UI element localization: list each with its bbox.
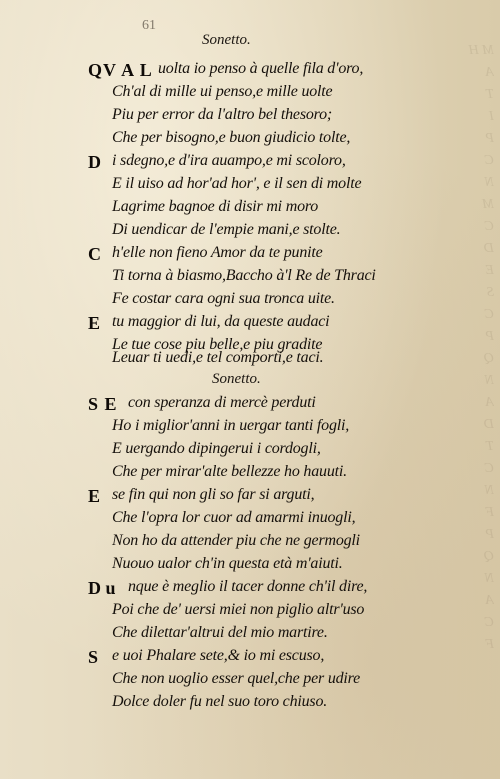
sonnet-2-line-4: Che per mirar'alte bellezze ho hauuti. (112, 463, 347, 480)
sonnet-1-line-4: Che per bisogno,e buon giudicio tolte, (112, 129, 351, 146)
sonnet-1-line-11: Fe costar cara ogni sua tronca uite. (112, 290, 335, 307)
sonnet-1-line-6: E il uiso ad hor'ad hor', e il sen di molte (112, 175, 362, 192)
sonnet-2-heading: Sonetto. (212, 371, 261, 387)
sonnet-1-line-13: Le tue cose piu belle,e piu gradite (112, 336, 323, 353)
sonnet-1-line-9: h'elle non fieno Amor da te punite (112, 244, 323, 261)
sonnet-2-line-13: Che non uoglio esser quel,che per udire (112, 670, 361, 687)
sonnet-2-line-5: se fin qui non gli so far si arguti, (112, 486, 315, 503)
sonnet-1-line-1: uolta io penso à quelle fila d'oro, (158, 60, 364, 77)
sonnet-1-heading: Sonetto. (202, 32, 251, 48)
sonnet-1-initial-2: D (88, 152, 101, 172)
sonnet-2-line-1: con speranza di mercè perduti (128, 394, 316, 411)
sonnet-1-initial-3: C (88, 244, 101, 264)
sonnet-2-line-12: e uoi Phalare sete,& io mi escuso, (112, 647, 325, 664)
sonnet-2-line-11: Che dilettar'altrui del mio martire. (112, 624, 328, 641)
sonnet-1-line-3: Piu per error da l'altro bel thesoro; (112, 106, 333, 123)
sonnet-1-line-10: Ti torna à biasmo,Baccho à'l Re de Thraci (112, 267, 376, 284)
sonnet-2-line-8: Nuouo ualor ch'in questa età m'aiuti. (112, 555, 343, 572)
sonnet-2-opener: S E (88, 394, 118, 414)
sonnet-2-line-3: E uergando dipingerui i cordogli, (112, 440, 321, 457)
sonnet-2-initial-3: D u (88, 578, 116, 598)
sonnet-2-line-9: nque è meglio il tacer donne ch'il dire, (128, 578, 368, 595)
sonnet-2-line-7: Non ho da attender piu che ne germogli (112, 532, 360, 549)
sonnet-2-initial-4: S (88, 647, 99, 667)
sonnet-1-line-7: Lagrime bagnoe di disir mi moro (112, 198, 319, 215)
bleed-through-text: M H A T I P C N M C D E S C P Q N A D T C N F P Q N A C F (468, 43, 494, 652)
folio-number: 61 (142, 18, 156, 33)
sonnet-2-line-6: Che l'opra lor cuor ad amarmi inuogli, (112, 509, 356, 526)
sonnet-1-line-2: Ch'al di mille ui penso,e mille uolte (112, 83, 333, 100)
sonnet-1-initial-4: E (88, 313, 101, 333)
sonnet-1-line-14: Leuar ti uedi,e tel comporti,e taci. (112, 349, 324, 366)
sonnet-1-line-12: tu maggior di lui, da queste audaci (112, 313, 330, 330)
sonnet-2-line-10: Poi che de' uersi miei non piglio altr'uso (112, 601, 365, 618)
sonnet-1-opener: QV A L (88, 60, 153, 80)
sonnet-2-line-2: Ho i miglior'anni in uergar tanti fogli, (112, 417, 350, 434)
sonnet-2-line-14: Dolce doler fu nel suo toro chiuso. (112, 693, 328, 710)
sonnet-1-line-8: Di uendicar de l'empie mani,e stolte. (112, 221, 341, 238)
sonnet-1-line-5: i sdegno,e d'ira auampo,e mi scoloro, (112, 152, 346, 169)
sonnet-2-initial-2: E (88, 486, 101, 506)
